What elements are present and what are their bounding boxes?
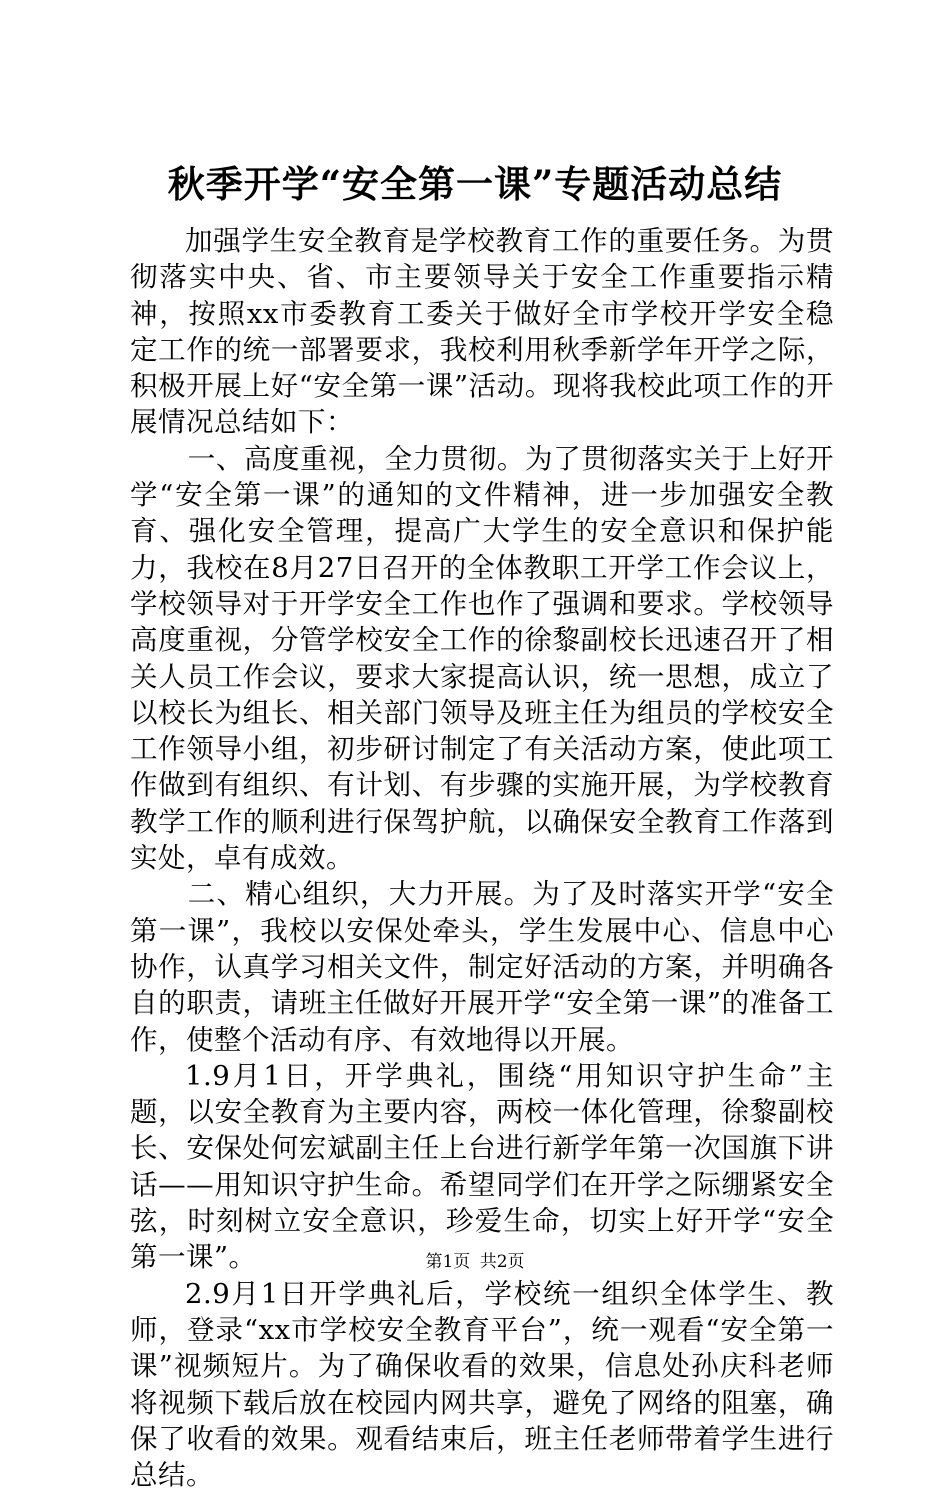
paragraph-section-1: 一、高度重视，全力贯彻。为了贯彻落实关于上好开学“安全第一课”的通知的文件精神，进一步加强安全教育、强化安全管理，提高广大学生的安全意识和保护能力，我校在8月27日召开的全体教职工开学工作会议上，学校领导对于开学安全工作也作了强调和要求。学校领导高度重视，分管学校安全工作的徐黎副校长迅速召开了相关人员工作会议，要求大家提高认识，统一思想，成立了以校长为组长、相关部门领导及班主任为组员的学校安全工作领导小组，初步研讨制定了有关活动方案，使此项工作做到有组织、有计划、有步骤的实施开展，为学校教育教学工作的顺利进行保驾护航，以确保安全教育工作落到实处，卓有成效。 — [130, 442, 834, 875]
page-footer — [0, 1250, 950, 1274]
document-body — [130, 223, 834, 1493]
document-title: 秋季开学“安全第一课”专题活动总结 — [167, 162, 783, 206]
paragraph-section-2: 二、精心组织，大力开展。为了及时落实开学“安全第一课”，我校以安保处牵头，学生发展中心、信息中心协作，认真学习相关文件，制定好活动的方案，并明确各自的职责，请班主任做好开展开学“安全第一课”的准备工作，使整个活动有序、有效地得以开展。 — [130, 878, 834, 1056]
paragraph-item-2: 2.9月1日开学典礼后，学校统一组织全体学生、教师，登录“xx市学校安全教育平台”，统一观看“安全第一课”视频短片。为了确保收看的效果，信息处孙庆科老师将视频下载后放在校园内网共享，避免了网络的阻塞，确保了收看的效果。观看结束后，班主任老师带着学生进行总结。 — [130, 1277, 834, 1492]
paragraph-item-1: 1.9月1日，开学典礼，围绕“用知识守护生命”主题，以安全教育为主要内容，两校一体化管理，徐黎副校长、安保处何宏斌副主任上台进行新学年第一次国旗下讲话——用知识守护生命。希望同学们在开学之际绷紧安全弦，时刻树立安全意识，珍爱生命，切实上好开学“安全第一课”。 — [130, 1059, 834, 1274]
page-number: 第1页 — [425, 1252, 471, 1272]
page-total: 共2页 — [479, 1252, 525, 1272]
paragraph-intro: 加强学生安全教育是学校教育工作的重要任务。为贯彻落实中央、省、市主要领导关于安全工作重要指示精神，按照xx市委教育工委关于做好全市学校开学安全稳定工作的统一部署要求，我校利用秋季新学年开学之际，积极开展上好“安全第一课”活动。现将我校此项工作的开展情况总结如下： — [130, 225, 834, 439]
